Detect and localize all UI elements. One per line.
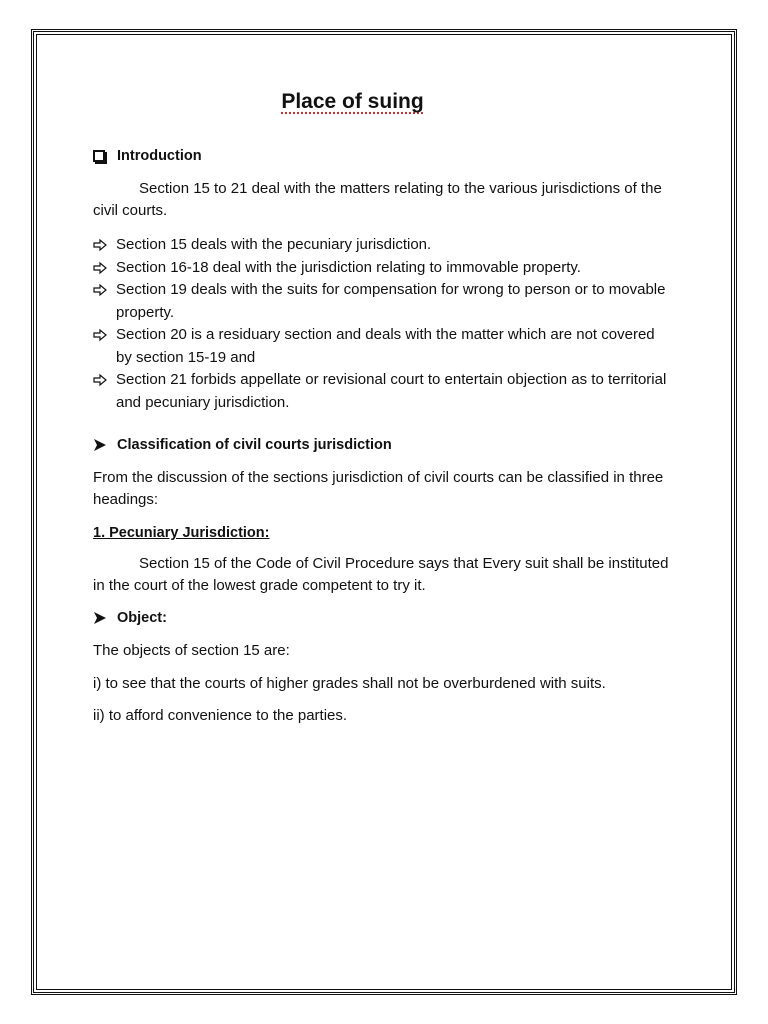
outline-arrow-right-icon [93,238,107,252]
list-item-text: Section 20 is a residuary section and deals with the matter which are not covered by section 15-19 and [116,326,655,366]
outline-arrow-right-icon [93,283,107,297]
object-heading-label: Object: [117,610,167,626]
classification-paragraph: From the discussion of the sections jurisdiction of civil courts can be classified in three headings: [93,469,664,508]
arrowhead-icon [93,438,109,452]
list-item [93,369,673,414]
list-item-text: Section 15 deals with the pecuniary jurisdiction. [116,236,432,253]
list-item-text: Section 21 forbids appellate or revisional court to entertain objection as to territorial and pecuniary jurisdiction. [116,371,667,411]
intro-heading-label: Introduction [117,148,202,164]
object-heading [93,608,167,628]
object-item-2: ii) to afford convenience to the parties. [93,707,348,724]
classification-heading-label: Classification of civil courts jurisdiction [117,437,392,453]
list-item [93,279,673,324]
outline-arrow-right-icon [93,373,107,387]
objects-intro: The objects of section 15 are: [93,642,290,659]
pecuniary-heading: 1. Pecuniary Jurisdiction: [93,525,270,541]
list-item-text: Section 19 deals with the suits for compensation for wrong to person or to movable property. [116,281,666,321]
section-bullet-list [93,234,673,414]
list-item-text: Section 16-18 deal with the jurisdiction relating to immovable property. [116,258,581,276]
intro-paragraph: Section 15 to 21 deal with the matters relating to the various jurisdictions of the civil courts. [93,180,662,219]
list-item [93,324,673,369]
pecuniary-paragraph: Section 15 of the Code of Civil Procedure says that Every suit shall be instituted in the court of the lowest grade competent to try it. [93,555,669,594]
list-item [93,234,673,257]
list-item [93,257,673,280]
arrowhead-icon [93,611,109,625]
checkbox-square-icon [93,150,109,162]
classification-heading [93,435,392,455]
intro-heading [93,146,202,166]
page-title: Place of suing [281,90,424,113]
outline-arrow-right-icon [93,328,107,342]
outline-arrow-right-icon [93,261,107,275]
object-item-1: i) to see that the courts of higher grades shall not be overburdened with suits. [93,675,606,692]
